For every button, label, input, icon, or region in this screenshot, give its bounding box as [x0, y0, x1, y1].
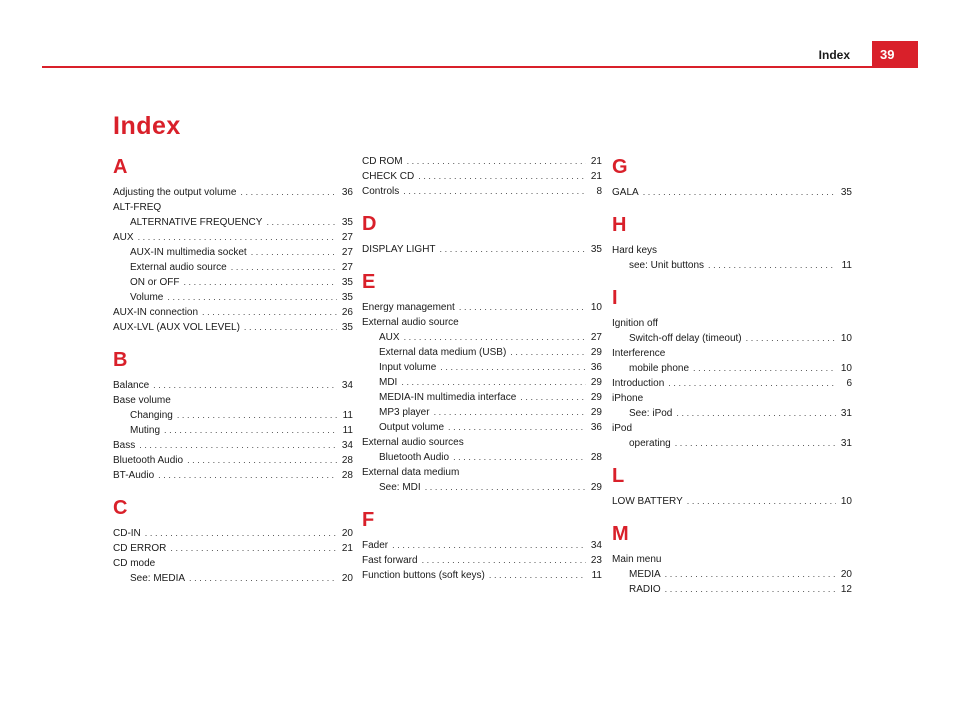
entry-page-number: 36 — [590, 362, 602, 373]
entry-label: Interference — [612, 348, 666, 359]
dot-leader — [189, 571, 337, 586]
entry-page-number: 20 — [341, 528, 353, 539]
entry-label: see: Unit buttons — [629, 260, 705, 271]
index-section — [362, 271, 602, 495]
dot-leader — [693, 361, 836, 376]
index-entry — [113, 526, 353, 541]
entry-label: Bass — [113, 440, 136, 451]
page-number-badge — [872, 41, 918, 67]
dot-leader — [164, 423, 337, 438]
index-entry — [362, 300, 602, 315]
entry-label: CD ROM — [362, 156, 403, 167]
index-entry — [612, 185, 852, 200]
dot-leader — [675, 436, 836, 451]
entry-label: CD-IN — [113, 528, 141, 539]
entry-page-number: 36 — [341, 187, 353, 198]
index-heading-entry — [362, 465, 602, 480]
page-title: Index — [113, 112, 181, 140]
dot-leader — [145, 526, 337, 541]
entry-label: MEDIA — [629, 569, 661, 580]
dot-leader — [434, 405, 586, 420]
section-letter: F — [362, 509, 375, 531]
index-subentry — [362, 390, 602, 405]
index-subentry — [362, 360, 602, 375]
dot-leader — [403, 184, 586, 199]
entry-label: Muting — [130, 425, 161, 436]
entry-label: DISPLAY LIGHT — [362, 244, 436, 255]
dot-leader — [183, 275, 337, 290]
index-subentry — [362, 375, 602, 390]
dot-leader — [687, 494, 836, 509]
dot-leader — [459, 300, 586, 315]
dot-leader — [418, 169, 586, 184]
entry-page-number: 8 — [596, 186, 602, 197]
index-entry — [113, 468, 353, 483]
index-column-3 — [612, 156, 852, 597]
entry-page-number: 34 — [590, 540, 602, 551]
index-subentry — [612, 331, 852, 346]
dot-leader — [676, 406, 836, 421]
entry-label: CHECK CD — [362, 171, 415, 182]
entry-page-number: 31 — [840, 438, 852, 449]
entry-label: MP3 player — [379, 407, 430, 418]
dot-leader — [510, 345, 586, 360]
index-section — [612, 156, 852, 200]
entry-page-number: 29 — [590, 407, 602, 418]
index-heading-entry — [612, 391, 852, 406]
entry-page-number: 35 — [341, 217, 353, 228]
entry-label: Volume — [130, 292, 164, 303]
entry-label: Main menu — [612, 554, 662, 565]
dot-leader — [520, 390, 586, 405]
dot-leader — [668, 376, 836, 391]
entry-page-number: 20 — [840, 569, 852, 580]
entry-label: operating — [629, 438, 671, 449]
entry-page-number: 35 — [840, 187, 852, 198]
entry-page-number: 11 — [342, 425, 353, 436]
dot-leader — [440, 242, 586, 257]
index-heading-entry — [612, 346, 852, 361]
entry-page-number: 35 — [341, 277, 353, 288]
section-letter: G — [612, 156, 628, 178]
dot-leader — [240, 185, 337, 200]
index-entry — [612, 376, 852, 391]
entry-label: Output volume — [379, 422, 445, 433]
section-letter: E — [362, 271, 376, 293]
header-rule — [42, 66, 918, 68]
section-letter: B — [113, 349, 128, 371]
dot-leader — [404, 330, 586, 345]
dot-leader — [158, 468, 337, 483]
entry-page-number: 10 — [840, 496, 852, 507]
index-subentry — [113, 215, 353, 230]
index-subentry — [113, 245, 353, 260]
entry-page-number: 21 — [590, 171, 602, 182]
entry-page-number: 28 — [590, 452, 602, 463]
dot-leader — [167, 290, 337, 305]
entry-label: See: MEDIA — [130, 573, 186, 584]
index-subentry — [113, 423, 353, 438]
index-heading-entry — [612, 421, 852, 436]
index-subentry — [113, 260, 353, 275]
index-entry — [113, 185, 353, 200]
index-section — [362, 509, 602, 583]
entry-label: BT-Audio — [113, 470, 155, 481]
dot-leader — [425, 480, 586, 495]
entry-page-number: 26 — [341, 307, 353, 318]
entry-label: AUX-IN multimedia socket — [130, 247, 247, 258]
index-subentry — [113, 275, 353, 290]
index-heading-entry — [113, 556, 353, 571]
entry-label: ALT-FREQ — [113, 202, 162, 213]
dot-leader — [170, 541, 337, 556]
entry-label: ON or OFF — [130, 277, 180, 288]
index-entry — [362, 568, 602, 583]
entry-label: ALTERNATIVE FREQUENCY — [130, 217, 263, 228]
index-entry — [113, 453, 353, 468]
index-column-1 — [113, 156, 353, 586]
index-subentry — [612, 567, 852, 582]
entry-page-number: 29 — [590, 377, 602, 388]
entry-label: Adjusting the output volume — [113, 187, 237, 198]
index-subentry — [362, 405, 602, 420]
index-entry — [362, 242, 602, 257]
entry-page-number: 11 — [591, 570, 602, 581]
entry-label: mobile phone — [629, 363, 690, 374]
dot-leader — [187, 453, 337, 468]
index-heading-entry — [612, 316, 852, 331]
index-entry — [113, 230, 353, 245]
entry-label: Controls — [362, 186, 400, 197]
index-heading-entry — [113, 393, 353, 408]
entry-label: Input volume — [379, 362, 437, 373]
index-subentry — [362, 480, 602, 495]
entry-label: External audio sources — [362, 437, 464, 448]
entry-page-number: 6 — [846, 378, 852, 389]
entry-label: AUX-IN connection — [113, 307, 199, 318]
index-section — [612, 465, 852, 509]
dot-leader — [392, 538, 586, 553]
dot-leader — [153, 378, 337, 393]
entry-page-number: 35 — [341, 292, 353, 303]
index-section — [612, 287, 852, 451]
entry-label: iPod — [612, 423, 633, 434]
index-section — [612, 214, 852, 273]
entry-page-number: 27 — [341, 232, 353, 243]
dot-leader — [407, 154, 586, 169]
index-entry — [113, 438, 353, 453]
index-subentry — [113, 290, 353, 305]
entry-page-number: 28 — [341, 455, 353, 466]
index-section — [113, 349, 353, 483]
section-letter: C — [113, 497, 128, 519]
entry-label: Bluetooth Audio — [379, 452, 450, 463]
entry-page-number: 10 — [840, 333, 852, 344]
index-subentry — [612, 258, 852, 273]
dot-leader — [177, 408, 337, 423]
entry-label: Energy management — [362, 302, 455, 313]
dot-leader — [401, 375, 586, 390]
index-subentry — [612, 582, 852, 597]
entry-label: AUX-LVL (AUX VOL LEVEL) — [113, 322, 240, 333]
running-header-title: Index — [818, 48, 850, 62]
dot-leader — [244, 320, 337, 335]
entry-label: See: MDI — [379, 482, 421, 493]
dot-leader — [202, 305, 337, 320]
entry-page-number: 29 — [590, 482, 602, 493]
index-subentry — [612, 361, 852, 376]
entry-label: AUX — [113, 232, 134, 243]
entry-page-number: 12 — [840, 584, 852, 595]
dot-leader — [665, 567, 836, 582]
index-entry — [362, 538, 602, 553]
entry-page-number: 21 — [590, 156, 602, 167]
index-subentry — [612, 436, 852, 451]
index-entry — [612, 494, 852, 509]
index-subentry — [113, 408, 353, 423]
entry-label: CD ERROR — [113, 543, 167, 554]
entry-page-number: 10 — [840, 363, 852, 374]
entry-label: Hard keys — [612, 245, 658, 256]
index-entry — [113, 541, 353, 556]
dot-leader — [139, 438, 337, 453]
entry-page-number: 34 — [341, 380, 353, 391]
dot-leader — [138, 230, 337, 245]
entry-page-number: 11 — [342, 410, 353, 421]
index-subentry — [113, 571, 353, 586]
entry-label: External audio source — [130, 262, 227, 273]
entry-page-number: 35 — [341, 322, 353, 333]
index-entry — [113, 305, 353, 320]
index-section — [612, 523, 852, 597]
entry-label: MDI — [379, 377, 398, 388]
entry-page-number: 11 — [841, 260, 852, 271]
dot-leader — [489, 568, 586, 583]
entry-label: LOW BATTERY — [612, 496, 683, 507]
dot-leader — [448, 420, 586, 435]
index-section — [113, 156, 353, 335]
entry-label: Base volume — [113, 395, 171, 406]
dot-leader — [266, 215, 337, 230]
entry-label: Function buttons (soft keys) — [362, 570, 485, 581]
entry-label: iPhone — [612, 393, 644, 404]
index-section — [362, 213, 602, 257]
index-entry — [362, 169, 602, 184]
dot-leader — [453, 450, 586, 465]
dot-leader — [231, 260, 337, 275]
section-letter: L — [612, 465, 625, 487]
entry-page-number: 20 — [341, 573, 353, 584]
entry-label: Switch-off delay (timeout) — [629, 333, 742, 344]
dot-leader — [643, 185, 836, 200]
index-subentry — [612, 406, 852, 421]
entry-page-number: 29 — [590, 392, 602, 403]
index-entry — [113, 320, 353, 335]
entry-page-number: 21 — [341, 543, 353, 554]
entry-page-number: 27 — [341, 262, 353, 273]
dot-leader — [746, 331, 836, 346]
index-entry — [362, 184, 602, 199]
entry-label: RADIO — [629, 584, 661, 595]
dot-leader — [422, 553, 586, 568]
entry-label: Fast forward — [362, 555, 418, 566]
entry-page-number: 36 — [590, 422, 602, 433]
entry-page-number: 31 — [840, 408, 852, 419]
entry-page-number: 27 — [341, 247, 353, 258]
entry-page-number: 29 — [590, 347, 602, 358]
section-letter: I — [612, 287, 618, 309]
index-heading-entry — [612, 552, 852, 567]
dot-leader — [440, 360, 586, 375]
entry-label: Fader — [362, 540, 389, 551]
entry-label: MEDIA-IN multimedia interface — [379, 392, 517, 403]
dot-leader — [251, 245, 337, 260]
index-subentry — [362, 420, 602, 435]
section-letter: D — [362, 213, 377, 235]
entry-label: External data medium — [362, 467, 460, 478]
index-subentry — [362, 330, 602, 345]
section-letter: M — [612, 523, 629, 545]
index-heading-entry — [362, 315, 602, 330]
entry-label: External data medium (USB) — [379, 347, 507, 358]
index-column-2 — [362, 156, 602, 583]
page-number: 39 — [880, 46, 895, 62]
index-entry — [113, 378, 353, 393]
dot-leader — [708, 258, 836, 273]
index-section — [113, 497, 353, 586]
section-letter: H — [612, 214, 627, 236]
index-entry — [362, 154, 602, 169]
dot-leader — [665, 582, 836, 597]
entry-page-number: 27 — [590, 332, 602, 343]
entry-label: AUX — [379, 332, 400, 343]
index-entry — [362, 553, 602, 568]
entry-page-number: 35 — [590, 244, 602, 255]
index-section — [362, 154, 602, 199]
entry-page-number: 28 — [341, 470, 353, 481]
entry-label: See: iPod — [629, 408, 673, 419]
entry-label: External audio source — [362, 317, 459, 328]
entry-page-number: 34 — [341, 440, 353, 451]
entry-label: Ignition off — [612, 318, 658, 329]
entry-page-number: 10 — [590, 302, 602, 313]
index-subentry — [362, 450, 602, 465]
entry-label: Introduction — [612, 378, 665, 389]
entry-label: Balance — [113, 380, 150, 391]
entry-label: GALA — [612, 187, 639, 198]
entry-label: Changing — [130, 410, 173, 421]
index-heading-entry — [362, 435, 602, 450]
section-letter: A — [113, 156, 128, 178]
index-heading-entry — [612, 243, 852, 258]
entry-label: Bluetooth Audio — [113, 455, 184, 466]
index-subentry — [362, 345, 602, 360]
entry-label: CD mode — [113, 558, 156, 569]
entry-page-number: 23 — [590, 555, 602, 566]
index-heading-entry — [113, 200, 353, 215]
